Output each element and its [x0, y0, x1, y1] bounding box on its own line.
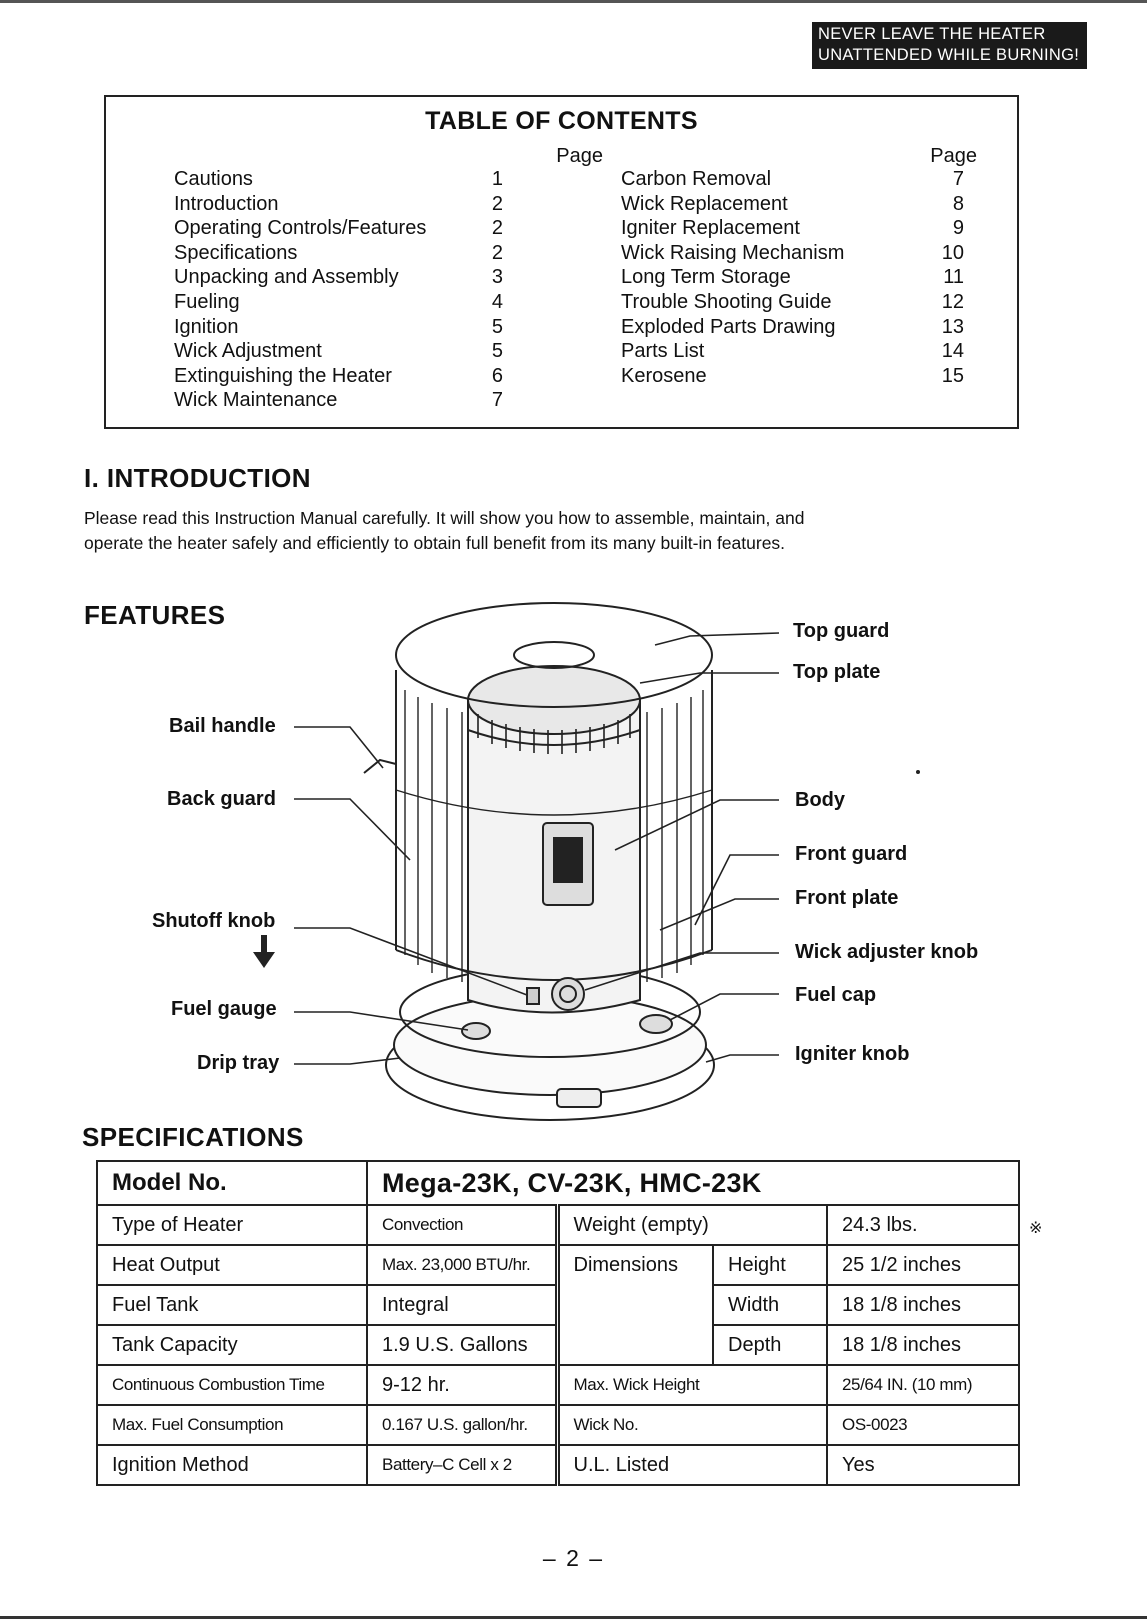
heater-illustration — [0, 590, 1147, 1130]
top-rule — [0, 0, 1147, 3]
spec-row-type — [97, 1205, 1019, 1245]
toc-entry — [174, 192, 503, 217]
toc-entry — [174, 290, 503, 315]
toc-entry-page: 8 — [952, 192, 964, 215]
top-guard-center — [514, 642, 594, 668]
output-label: Heat Output — [97, 1245, 367, 1285]
toc-entry — [621, 364, 964, 389]
toc-entry — [174, 364, 503, 389]
introduction-line-2: operate the heater safely and efficiently to obtain full benefit from its many built-in features. — [84, 533, 786, 553]
toc-entry-label: Ignition — [174, 315, 239, 338]
tank-value: Integral — [367, 1285, 557, 1325]
label-body: Body — [795, 789, 845, 811]
toc-entry — [621, 192, 964, 217]
warning-line-2: UNATTENDED WHILE BURNING! — [818, 46, 1080, 64]
ul-value: Yes — [827, 1445, 1019, 1485]
height-value: 25 1/2 inches — [827, 1245, 1019, 1285]
toc-entry-label: Igniter Replacement — [621, 217, 800, 240]
tank-label: Fuel Tank — [97, 1285, 367, 1325]
width-label: Width — [713, 1285, 827, 1325]
label-wick-adjuster-knob: Wick adjuster knob — [795, 941, 979, 963]
toc-entry-label: Wick Replacement — [621, 192, 788, 215]
specifications-table — [96, 1160, 1020, 1486]
shutoff-knob-shape — [527, 988, 539, 1004]
weight-value: 24.3 lbs. — [827, 1205, 1019, 1245]
introduction-text — [84, 506, 1064, 556]
toc-entry-label: Wick Maintenance — [174, 389, 338, 412]
toc-page-header-left: Page — [556, 145, 603, 167]
toc-entry — [621, 265, 964, 290]
toc-entry — [621, 167, 964, 192]
output-value: Max. 23,000 BTU/hr. — [367, 1245, 557, 1285]
toc-entry-page: 5 — [491, 340, 503, 363]
height-label: Height — [713, 1245, 827, 1285]
toc-entry — [621, 216, 964, 241]
toc-entry-page: 14 — [941, 340, 964, 363]
toc-entry-label: Wick Raising Mechanism — [621, 241, 845, 264]
depth-value: 18 1/8 inches — [827, 1325, 1019, 1365]
toc-entry — [174, 167, 503, 192]
warning-line-1: NEVER LEAVE THE HEATER — [818, 25, 1046, 43]
toc-entry — [174, 339, 503, 364]
wick-height-value: 25/64 IN. (10 mm) — [827, 1365, 1019, 1405]
toc-entry-page: 3 — [491, 266, 503, 289]
spec-row-combustion — [97, 1365, 1019, 1405]
toc-entry-page: 10 — [941, 241, 964, 264]
toc-entry-label: Wick Adjustment — [174, 340, 322, 363]
toc-entry-page: 9 — [952, 217, 964, 240]
label-shutoff-knob: Shutoff knob — [152, 910, 276, 932]
top-plate-shape — [468, 666, 640, 734]
weight-label: Weight (empty) — [557, 1205, 827, 1245]
toc-entry — [621, 339, 964, 364]
toc-entry-label: Fueling — [174, 290, 240, 313]
toc-entry-page: 2 — [491, 241, 503, 264]
ul-label: U.L. Listed — [557, 1445, 827, 1485]
toc-entry-page: 13 — [941, 315, 964, 338]
toc-entry-page: 6 — [491, 364, 503, 387]
toc-entry-label: Extinguishing the Heater — [174, 364, 392, 387]
specifications-heading: SPECIFICATIONS — [82, 1122, 304, 1152]
model-value: Mega-23K, CV-23K, HMC-23K — [367, 1161, 1019, 1205]
label-bail-handle: Bail handle — [169, 715, 276, 737]
toc-entry-page: 7 — [491, 389, 503, 412]
toc-entry-label: Trouble Shooting Guide — [621, 290, 832, 313]
label-igniter-knob: Igniter knob — [795, 1043, 910, 1065]
label-front-plate: Front plate — [795, 887, 899, 909]
fuel-gauge-shape — [462, 1023, 490, 1039]
label-drip-tray: Drip tray — [197, 1052, 280, 1074]
consumption-value: 0.167 U.S. gallon/hr. — [367, 1405, 557, 1445]
spec-row-ignition — [97, 1445, 1019, 1485]
fuel-cap-shape — [640, 1015, 672, 1033]
page-number: – 2 – — [542, 1545, 605, 1571]
toc-entry-label: Operating Controls/Features — [174, 217, 427, 240]
flame-window — [554, 838, 582, 882]
toc-left-column — [174, 167, 503, 413]
toc-entry-label: Long Term Storage — [621, 266, 791, 289]
wick-no-label: Wick No. — [557, 1405, 827, 1445]
wick-no-value: OS-0023 — [827, 1405, 1019, 1445]
toc-entry-label: Introduction — [174, 192, 279, 215]
wick-adjuster-knob-shape — [552, 978, 584, 1010]
drip-tray-tab — [557, 1089, 601, 1107]
toc-entry-label: Cautions — [174, 168, 253, 190]
label-top-guard: Top guard — [793, 620, 890, 642]
type-value: Convection — [367, 1205, 557, 1245]
spec-row-model — [97, 1161, 1019, 1205]
toc-entry — [621, 241, 964, 266]
bail-handle-shape — [364, 760, 396, 773]
toc-entry-page: 7 — [952, 168, 964, 190]
capacity-value: 1.9 U.S. Gallons — [367, 1325, 557, 1365]
consumption-label: Max. Fuel Consumption — [97, 1405, 367, 1445]
toc-entry — [174, 241, 503, 266]
toc-entry-label: Parts List — [621, 340, 705, 363]
combustion-label: Continuous Combustion Time — [97, 1365, 367, 1405]
introduction-line-1: Please read this Instruction Manual carefully. It will show you how to assemble, maintain, and — [84, 508, 805, 528]
toc-entry — [174, 216, 503, 241]
toc-entry — [174, 388, 503, 413]
toc-entry-page: 2 — [491, 217, 503, 240]
dimensions-label: Dimensions — [557, 1245, 713, 1365]
type-label: Type of Heater — [97, 1205, 367, 1245]
toc-page-header-right: Page — [930, 145, 977, 167]
toc-entry-label: Specifications — [174, 241, 298, 264]
toc-entry-page: 5 — [491, 315, 503, 338]
toc-entry-page: 4 — [491, 290, 503, 313]
toc-title: TABLE OF CONTENTS — [425, 107, 698, 135]
introduction-heading: I. INTRODUCTION — [84, 463, 311, 493]
spec-row-output — [97, 1245, 1019, 1285]
spec-row-consumption — [97, 1405, 1019, 1445]
label-top-plate: Top plate — [793, 661, 881, 683]
toc-entry-label: Exploded Parts Drawing — [621, 315, 836, 338]
asterisk-mark: ※ — [1029, 1220, 1043, 1237]
toc-entry — [174, 265, 503, 290]
toc-entry — [621, 290, 964, 315]
stray-dot — [916, 770, 920, 774]
toc-entry-label: Unpacking and Assembly — [174, 266, 399, 289]
toc-right-column — [621, 167, 964, 388]
toc-entry-page: 11 — [943, 266, 964, 289]
toc-entry-page: 1 — [491, 168, 503, 190]
label-front-guard: Front guard — [795, 843, 908, 865]
ignition-value: Battery–C Cell x 2 — [367, 1445, 557, 1485]
label-back-guard: Back guard — [167, 788, 276, 810]
label-fuel-gauge: Fuel gauge — [171, 998, 277, 1020]
label-fuel-cap: Fuel cap — [795, 984, 877, 1006]
depth-label: Depth — [713, 1325, 827, 1365]
table-of-contents — [104, 95, 1019, 429]
toc-entry-page: 12 — [941, 290, 964, 313]
toc-entry — [174, 315, 503, 340]
width-value: 18 1/8 inches — [827, 1285, 1019, 1325]
toc-entry-page: 15 — [941, 364, 964, 387]
model-label: Model No. — [97, 1161, 367, 1205]
toc-entry — [621, 315, 964, 340]
toc-entry-page: 2 — [491, 192, 503, 215]
down-arrow-icon — [253, 935, 275, 968]
toc-entry-label: Kerosene — [621, 364, 707, 387]
warning-banner — [812, 22, 1087, 69]
ignition-label: Ignition Method — [97, 1445, 367, 1485]
features-heading: FEATURES — [84, 600, 226, 630]
toc-entry-label: Carbon Removal — [621, 168, 772, 190]
combustion-value: 9-12 hr. — [367, 1365, 557, 1405]
capacity-label: Tank Capacity — [97, 1325, 367, 1365]
wick-height-label: Max. Wick Height — [557, 1365, 827, 1405]
